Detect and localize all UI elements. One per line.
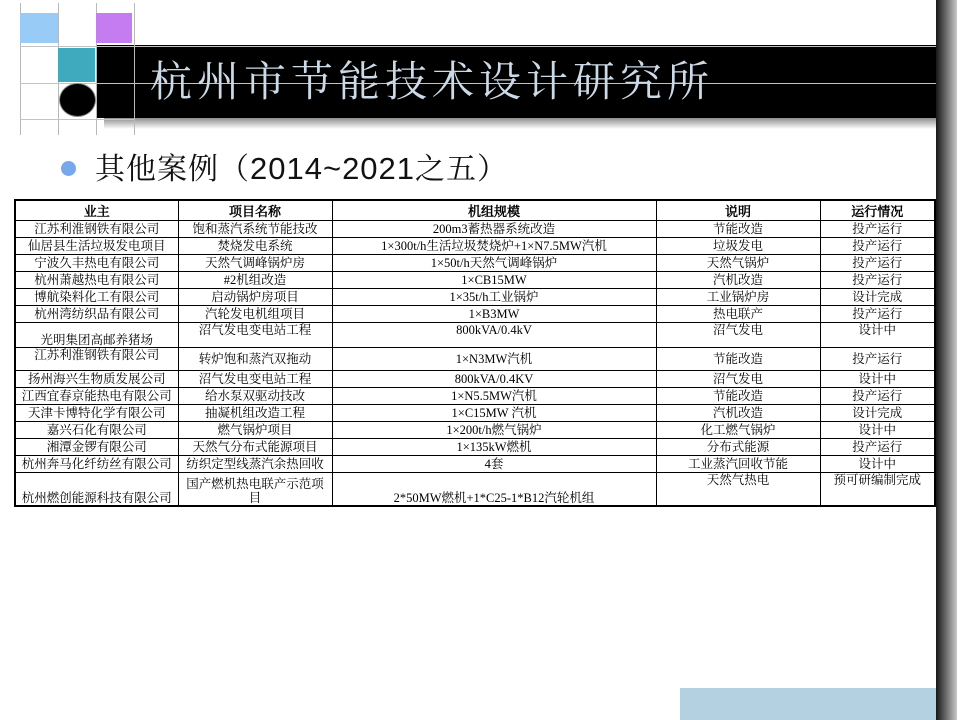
table-cell: 设计中: [820, 422, 935, 439]
page-title: 杭州市节能技术设计研究所: [150, 60, 715, 106]
table-row: [15, 221, 935, 238]
table-cell: 国产燃机热电联产示范项目: [178, 473, 332, 507]
table-cell: 投产运行: [820, 255, 935, 272]
title-banner-shadow: [104, 118, 938, 129]
table-cell: 湘潭金锣有限公司: [15, 439, 178, 456]
table-row: [15, 289, 935, 306]
table-cell: 节能改造: [656, 388, 820, 405]
deco-square-teal: [58, 48, 95, 82]
table-cell: 纺织定型线蒸汽余热回收: [178, 456, 332, 473]
section-heading-suffix: 之五）: [415, 153, 509, 186]
table-cell: 天然气分布式能源项目: [178, 439, 332, 456]
table-cell: 投产运行: [820, 348, 935, 371]
table-row: [15, 255, 935, 272]
case-table-body: [15, 221, 935, 507]
table-cell: 设计完成: [820, 405, 935, 422]
table-cell: 1×35t/h工业锅炉: [332, 289, 656, 306]
table-row: [15, 238, 935, 255]
table-header-row: [15, 200, 935, 221]
table-row: [15, 422, 935, 439]
table-cell: 投产运行: [820, 388, 935, 405]
table-cell: 投产运行: [820, 221, 935, 238]
table-cell: 化工燃气锅炉: [656, 422, 820, 439]
table-cell: 1×135kW燃机: [332, 439, 656, 456]
table-cell: 热电联产: [656, 306, 820, 323]
column-header: 业主: [15, 200, 178, 221]
table-cell: 节能改造: [656, 221, 820, 238]
table-cell: 沼气发电: [656, 371, 820, 388]
table-cell: 焚烧发电系统: [178, 238, 332, 255]
table-cell: 沼气发电变电站工程: [178, 323, 332, 348]
table-cell: 汽轮发电机组项目: [178, 306, 332, 323]
column-header: 项目名称: [178, 200, 332, 221]
table-cell: 1×200t/h燃气锅炉: [332, 422, 656, 439]
table-cell: 饱和蒸汽系统节能技改: [178, 221, 332, 238]
table-cell: 2*50MW燃机+1*C25-1*B12汽轮机组: [332, 473, 656, 507]
table-cell: 1×N5.5MW汽机: [332, 388, 656, 405]
table-cell: 200m3蓄热器系统改造: [332, 221, 656, 238]
table-cell: 设计中: [820, 371, 935, 388]
table-row: [15, 348, 935, 371]
table-cell: 4套: [332, 456, 656, 473]
table-cell: 1×50t/h天然气调峰锅炉: [332, 255, 656, 272]
column-header: 说明: [656, 200, 820, 221]
table-cell: 800kVA/0.4KV: [332, 371, 656, 388]
table-cell: 投产运行: [820, 238, 935, 255]
table-cell: 转炉饱和蒸汽双拖动: [178, 348, 332, 371]
deco-square-purple: [96, 13, 132, 43]
table-cell: 1×N3MW汽机: [332, 348, 656, 371]
table-cell: 投产运行: [820, 439, 935, 456]
table-cell: 扬州海兴生物质发展公司: [15, 371, 178, 388]
bullet-icon: [61, 161, 76, 176]
grid-line-horizontal: [20, 119, 134, 120]
table-row: [15, 439, 935, 456]
table-cell: 垃圾发电: [656, 238, 820, 255]
table-cell: 天津卡博特化学有限公司: [15, 405, 178, 422]
table-cell: 节能改造: [656, 348, 820, 371]
table-cell: 光明集团高邮养猪场: [15, 323, 178, 348]
table-cell: 投产运行: [820, 306, 935, 323]
table-cell: 设计完成: [820, 289, 935, 306]
table-cell: 沼气发电变电站工程: [178, 371, 332, 388]
table-cell: #2机组改造: [178, 272, 332, 289]
table-cell: 分布式能源: [656, 439, 820, 456]
table-row: [15, 306, 935, 323]
table-cell: 工业锅炉房: [656, 289, 820, 306]
table-cell: 启动锅炉房项目: [178, 289, 332, 306]
table-cell: 1×B3MW: [332, 306, 656, 323]
table-row: [15, 323, 935, 348]
deco-square-blue: [20, 13, 58, 43]
table-cell: 杭州萧越热电有限公司: [15, 272, 178, 289]
table-cell: 杭州湾纺织品有限公司: [15, 306, 178, 323]
table-cell: 燃气锅炉项目: [178, 422, 332, 439]
table-row: [15, 272, 935, 289]
table-cell: 预可研编制完成: [820, 473, 935, 507]
table-cell: 1×CB15MW: [332, 272, 656, 289]
table-cell: 沼气发电: [656, 323, 820, 348]
table-cell: 嘉兴石化有限公司: [15, 422, 178, 439]
column-header: 机组规模: [332, 200, 656, 221]
table-cell: 设计中: [820, 323, 935, 348]
table-cell: 工业蒸汽回收节能: [656, 456, 820, 473]
table-cell: 800kVA/0.4kV: [332, 323, 656, 348]
section-heading-prefix: 其他案例（: [95, 153, 250, 186]
table-row: [15, 405, 935, 422]
table-cell: 投产运行: [820, 272, 935, 289]
table-cell: 给水泵双驱动技改: [178, 388, 332, 405]
table-cell: 天然气锅炉: [656, 255, 820, 272]
table-row: [15, 456, 935, 473]
table-cell: 1×C15MW 汽机: [332, 405, 656, 422]
grid-line-vertical: [134, 3, 135, 135]
table-cell: 杭州燃创能源科技有限公司: [15, 473, 178, 507]
table-row: [15, 473, 935, 507]
table-cell: 江西宜春京能热电有限公司: [15, 388, 178, 405]
section-heading-range: 2014~2021: [250, 151, 416, 186]
footer-accent-bar: [680, 688, 936, 720]
table-cell: 宁波久丰热电有限公司: [15, 255, 178, 272]
table-cell: 汽机改造: [656, 405, 820, 422]
table-row: [15, 388, 935, 405]
table-cell: 博航染料化工有限公司: [15, 289, 178, 306]
table-cell: 1×300t/h生活垃圾焚烧炉+1×N7.5MW汽机: [332, 238, 656, 255]
table-cell: 江苏利淮钢铁有限公司: [15, 221, 178, 238]
column-header: 运行情况: [820, 200, 935, 221]
table-cell: 天然气热电: [656, 473, 820, 507]
table-cell: 设计中: [820, 456, 935, 473]
section-heading: [95, 144, 508, 188]
table-cell: 汽机改造: [656, 272, 820, 289]
case-table: [14, 199, 936, 507]
table-cell: 天然气调峰锅炉房: [178, 255, 332, 272]
deco-circle-black: [59, 83, 96, 117]
table-cell: 抽凝机组改造工程: [178, 405, 332, 422]
table-cell: 仙居县生活垃圾发电项目: [15, 238, 178, 255]
slide-edge-shadow: [936, 0, 957, 720]
table-cell: 江苏利淮钢铁有限公司: [15, 348, 178, 371]
table-row: [15, 371, 935, 388]
table-cell: 杭州奔马化纤纺丝有限公司: [15, 456, 178, 473]
